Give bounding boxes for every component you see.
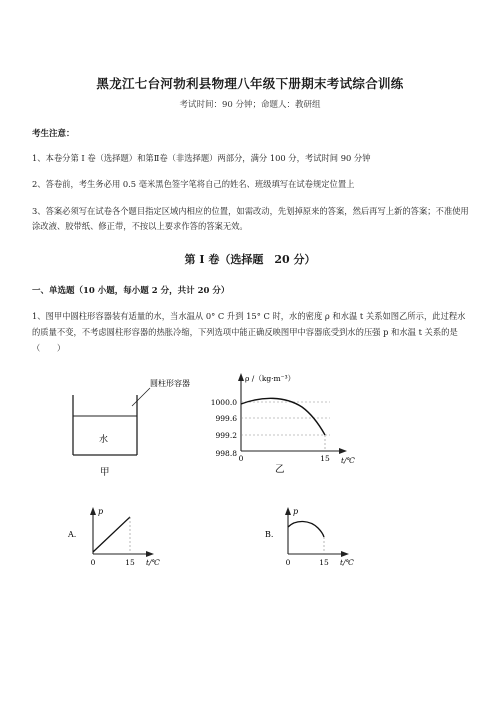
note-1: 1、本卷分第 I 卷（选择题）和第Ⅱ卷（非选择题）两部分，满分 100 分，考试时间 90 分钟 [32, 153, 371, 163]
option-a-line [93, 517, 130, 552]
option-a-x-15: 15 [125, 558, 135, 567]
yi-x-label: t/℃ [341, 456, 355, 465]
option-b-x-15: 15 [319, 558, 329, 567]
note-2: 2、答卷前，考生务必用 0.5 毫米黑色签字笔将自己的姓名、班级填写在试卷规定位置上 [32, 179, 355, 189]
density-tick-999-2: 999.2 [215, 431, 237, 440]
note-3: 3、答案必须写在试卷各个题目指定区域内相应的位置，如需改动，先划掉原来的答案，然后再写上新的答案；不准使用涂改液、胶带纸、修正带，不按以上要求作答的答案无效。 [32, 206, 469, 231]
yi-x-tick-15: 15 [320, 454, 330, 463]
option-a-t-label: t/℃ [146, 558, 160, 567]
option-b-label: B. [265, 530, 274, 539]
water-label: 水 [99, 435, 109, 445]
density-tick-1000: 1000.0 [210, 398, 237, 407]
option-a-graph [67, 507, 161, 567]
option-b-curve [288, 521, 324, 537]
figure-yi-density-graph [211, 373, 356, 475]
option-a-x-0: 0 [90, 558, 96, 567]
yi-caption: 乙 [275, 464, 285, 475]
jia-caption: 甲 [100, 467, 110, 478]
option-b-p-label: p [293, 507, 299, 516]
page-title: 黑龙江七台河勃利县物理八年级下册期末考试综合训练 [96, 76, 404, 91]
part-title: 一、单选题（10 小题，每小题 2 分，共计 20 分） [32, 286, 230, 296]
option-a-p-label: p [98, 507, 104, 516]
density-curve [241, 398, 325, 435]
option-b-graph [265, 507, 355, 567]
notice-heading: 考生注意： [32, 129, 75, 139]
density-axis-label: ρ /（kg·m⁻³） [245, 374, 296, 383]
option-a-label: A. [68, 530, 77, 539]
question-1-text: 1、图甲中圆柱形容器装有适量的水，当水温从 0° C 升到 15° C 时，水的密度 ρ 和水温 t 关系如图乙所示，此过程水的质量不变，不考虑圆柱形容器的热胀冷缩，下列选项中能正确反映图甲中容器底受到水的压强 p 和水温 t 关系的是（ ） [32, 311, 466, 353]
figure-jia-container [73, 378, 190, 478]
density-tick-998-8: 998.8 [215, 449, 237, 458]
section-title: 第 I 卷（选择题 20 分） [184, 253, 316, 266]
option-b-t-label: t/℃ [340, 558, 354, 567]
density-tick-999-6: 999.6 [215, 414, 237, 423]
container-label: 圆柱形容器 [150, 379, 190, 388]
option-b-x-0: 0 [285, 558, 291, 567]
exam-info: 考试时间：90 分钟；命题人：教研组 [179, 100, 321, 110]
yi-x-tick-0: 0 [238, 454, 244, 463]
